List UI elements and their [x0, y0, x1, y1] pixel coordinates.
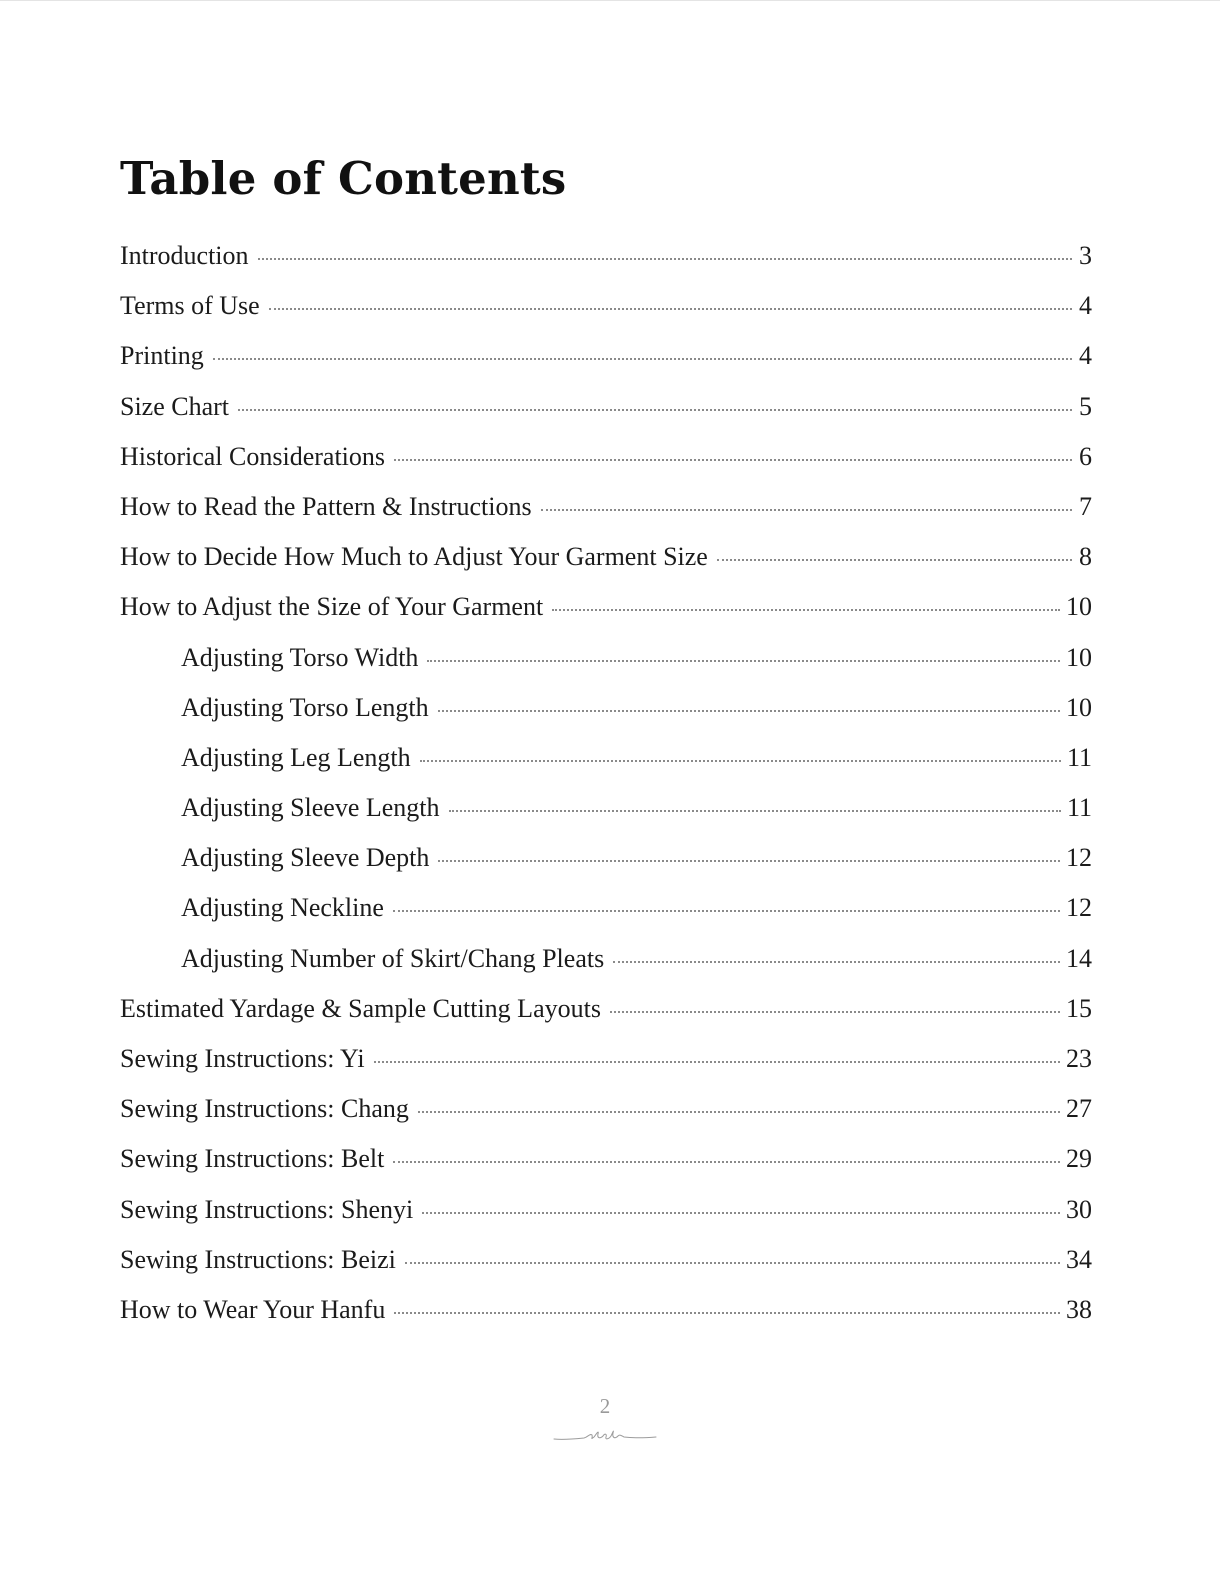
top-edge-line	[0, 0, 1220, 1]
toc-entry-label: How to Wear Your Hanfu	[120, 1294, 386, 1324]
toc-entry-label: Terms of Use	[120, 291, 260, 321]
dot-leader	[394, 459, 1072, 461]
toc-entry-label: Sewing Instructions: Yi	[120, 1044, 365, 1073]
toc-entry	[120, 1139, 1092, 1189]
dot-leader	[374, 1061, 1060, 1063]
toc-entry-page: 27	[1066, 1094, 1092, 1124]
toc-entry-label: Introduction	[120, 241, 249, 270]
dot-leader	[269, 308, 1072, 310]
dot-leader	[449, 810, 1061, 812]
toc-entry	[120, 888, 1092, 938]
dot-leader	[717, 559, 1072, 561]
toc-entry-label: Sewing Instructions: Belt	[120, 1144, 385, 1174]
toc-entry	[120, 1240, 1092, 1290]
toc-entry-page: 4	[1079, 291, 1092, 321]
dot-leader	[405, 1262, 1060, 1264]
toc-entry-page: 6	[1079, 441, 1092, 471]
toc-entry-page: 3	[1079, 241, 1092, 270]
dot-leader	[258, 258, 1072, 260]
dot-leader	[213, 358, 1072, 360]
signature-mark	[552, 1424, 658, 1446]
toc-entry-label: Adjusting Sleeve Length	[181, 793, 440, 823]
toc-entry-page: 38	[1066, 1294, 1092, 1324]
dot-leader	[610, 1011, 1060, 1013]
dot-leader	[438, 710, 1060, 712]
dot-leader	[613, 961, 1060, 963]
toc-entry	[120, 537, 1092, 587]
toc-entry-page: 10	[1066, 642, 1092, 672]
toc-entry-label: Size Chart	[120, 391, 230, 421]
toc-entry-page: 11	[1066, 742, 1092, 772]
toc-entry-page: 30	[1066, 1194, 1092, 1224]
dot-leader	[438, 860, 1060, 862]
toc-entry-label: How to Read the Pattern & Instructions	[120, 491, 532, 521]
toc-entry	[120, 939, 1092, 989]
toc-entry-label: Adjusting Neckline	[181, 893, 384, 923]
dot-leader	[393, 910, 1060, 912]
page-number: 2	[599, 1394, 611, 1418]
toc-entry-page: 5	[1079, 391, 1092, 421]
dot-leader	[393, 1161, 1060, 1163]
toc-entry	[120, 236, 1092, 286]
toc-entry-label: How to Decide How Much to Adjust Your Garment Size	[120, 542, 708, 572]
toc-entry-page: 8	[1079, 542, 1092, 572]
toc-entry	[120, 989, 1092, 1039]
toc-entry-page: 4	[1079, 341, 1092, 371]
toc-entry	[120, 788, 1092, 838]
toc-entry-label: Sewing Instructions: Chang	[120, 1094, 409, 1124]
toc-entry-page: 10	[1066, 592, 1092, 622]
toc-entry	[120, 638, 1092, 688]
dot-leader	[418, 1111, 1060, 1113]
toc-entry-label: Adjusting Torso Length	[181, 692, 429, 722]
toc-entry	[120, 738, 1092, 788]
dot-leader	[394, 1312, 1060, 1314]
table-of-contents	[120, 236, 1092, 1340]
toc-entry	[120, 1190, 1092, 1240]
toc-entry-label: Sewing Instructions: Beizi	[120, 1244, 396, 1274]
toc-entry	[120, 487, 1092, 537]
toc-entry	[120, 437, 1092, 487]
toc-entry-page: 15	[1066, 993, 1092, 1023]
dot-leader	[427, 660, 1060, 662]
toc-entry	[120, 838, 1092, 888]
toc-entry-label: Adjusting Number of Skirt/Chang Pleats	[181, 943, 605, 973]
dot-leader	[420, 760, 1061, 762]
toc-entry-page: 12	[1066, 843, 1092, 873]
toc-entry-page: 11	[1066, 793, 1092, 823]
toc-entry	[120, 286, 1092, 336]
toc-entry	[120, 688, 1092, 738]
toc-entry-label: Adjusting Leg Length	[181, 742, 411, 772]
toc-entry-page: 29	[1066, 1144, 1092, 1174]
toc-entry-label: Adjusting Sleeve Depth	[181, 843, 430, 873]
dot-leader	[552, 609, 1060, 611]
toc-entry	[120, 1089, 1092, 1139]
toc-entry	[120, 1290, 1092, 1340]
toc-entry-page: 14	[1066, 943, 1092, 973]
toc-entry-label: Sewing Instructions: Shenyi	[120, 1194, 414, 1224]
toc-entry-label: Printing	[120, 341, 204, 371]
toc-entry-page: 7	[1079, 491, 1092, 521]
dot-leader	[238, 409, 1072, 411]
toc-entry	[120, 387, 1092, 437]
toc-entry-label: Historical Considerations	[120, 441, 386, 471]
toc-entry-label: How to Adjust the Size of Your Garment	[120, 592, 544, 622]
page-title: Table of Contents	[120, 152, 567, 205]
toc-entry	[120, 336, 1092, 386]
toc-entry-page: 10	[1066, 692, 1092, 722]
dot-leader	[422, 1212, 1060, 1214]
dot-leader	[541, 509, 1072, 511]
toc-entry-page: 12	[1066, 893, 1092, 923]
toc-entry-page: 23	[1066, 1044, 1092, 1073]
toc-entry	[120, 587, 1092, 637]
toc-entry	[120, 1039, 1092, 1089]
toc-entry-label: Adjusting Torso Width	[181, 642, 419, 672]
toc-entry-label: Estimated Yardage & Sample Cutting Layouts	[120, 993, 601, 1023]
toc-entry-page: 34	[1066, 1244, 1092, 1274]
